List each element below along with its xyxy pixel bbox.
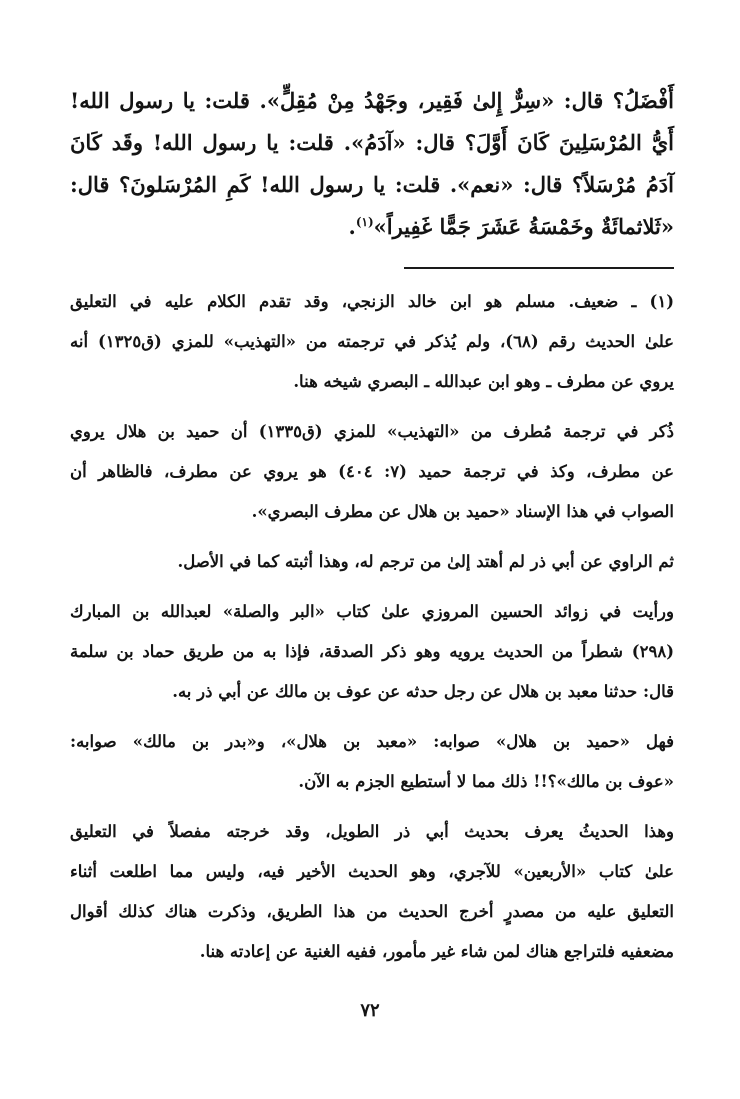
- main-text-last-line: [70, 206, 674, 248]
- footnote-paragraph: [70, 722, 674, 802]
- footnote-line: (٢٩٨) شطراً من الحديث يرويه وهو ذكر الصدقة، فإذا به من طريق حماد بن سلمة: [70, 642, 674, 661]
- footnote-line: عن مطرف، وكذ في ترجمة حميد (٧: ٤٠٤) هو يروي عن مطرف، فالظاهر أن: [70, 462, 675, 481]
- main-text-line: أَيُّ المُرْسَلِينَ كَانَ أَوَّلَ؟ قال: «آدَمُ». قلت: يا رسول الله! وقَد كَانَ: [70, 130, 674, 155]
- footnote-paragraph: [70, 592, 674, 712]
- end-punctuation: .: [348, 214, 356, 239]
- hadith-main-text: [70, 80, 674, 248]
- footnote-paragraph: [70, 542, 674, 582]
- footnote-line: وهذا الحديثُ يعرف بحديث أبي ذر الطويل، وقد خرجته مفصلاً في التعليق: [70, 822, 674, 841]
- footnote-line: يروي عن مطرف ـ وهو ابن عبدالله ـ البصري شيخه هنا.: [293, 372, 674, 391]
- footnote-line: (١) ـ ضعيف. مسلم هو ابن خالد الزنجي، وقد تقدم الكلام عليه في التعليق: [70, 292, 674, 311]
- footnote-paragraph: [70, 412, 674, 532]
- footnote-line: الصواب في هذا الإسناد «حميد بن هلال عن مطرف البصري».: [251, 502, 674, 521]
- footnote-line: ثم الراوي عن أبي ذر لم أهتد إلىٰ من ترجم له، وهذا أثبته كما في الأصل.: [177, 552, 674, 571]
- footnote-line: التعليق عليه من مصدرٍ أخرج الحديث من هذا الطريق، وذكرت هناك كذلك أقوال: [70, 902, 674, 921]
- footnotes-section: [70, 282, 674, 972]
- main-text-line: أَفْضَلُ؟ قال: «سِرٌّ إِلىٰ فَقِير، وجَهْدُ مِنْ مُقِلٍّ». قلت: يا رسول الله!: [70, 88, 674, 113]
- footnote-line: «عوف بن مالك»؟!! ذلك مما لا أستطيع الجزم به الآن.: [298, 772, 674, 791]
- page-number: ٧٢: [360, 1000, 380, 1021]
- footnote-paragraph: [70, 282, 674, 402]
- main-text-line: «ثَلاثمائَةٌ وخَمْسَةُ عَشَرَ جَمًّا غَفِيراً»: [373, 214, 674, 239]
- footnote-paragraph: [70, 812, 674, 972]
- footnote-line: قال: حدثنا معبد بن هلال عن رجل حدثه عن عوف بن مالك عن أبي ذر به.: [172, 682, 674, 701]
- footnote-line: فهل «حميد بن هلال» صوابه: «معبد بن هلال»، و«بدر بن مالك» صوابه:: [70, 732, 674, 751]
- main-text-line: آدَمُ مُرْسَلاً؟ قال: «نعم». قلت: يا رسول الله! كَمِ المُرْسَلونَ؟ قال:: [70, 172, 674, 197]
- footnote-separator: [404, 267, 674, 269]
- footnote-line: ذُكر في ترجمة مُطرف من «التهذيب» للمزي (ق١٣٣٥) أن حميد بن هلال يروي: [70, 422, 674, 441]
- footnote-line: علىٰ كتاب «الأربعين» للآجري، وهو الحديث الأخير فيه، وليس مما اطلعت أثناء: [70, 862, 674, 881]
- footnote-line: علىٰ الحديث رقم (٦٨)، ولم يُذكر في ترجمته من «التهذيب» للمزي (ق١٣٢٥) أنه: [70, 332, 674, 351]
- footnote-line: مضعفيه فلتراجع هناك لمن شاء غير مأمور، ففيه الغنية عن إعادته هنا.: [199, 942, 674, 961]
- footnote-reference: (١): [355, 215, 374, 229]
- footnote-line: ورأيت في زوائد الحسين المروزي علىٰ كتاب «البر والصلة» لعبدالله بن المبارك: [70, 602, 674, 621]
